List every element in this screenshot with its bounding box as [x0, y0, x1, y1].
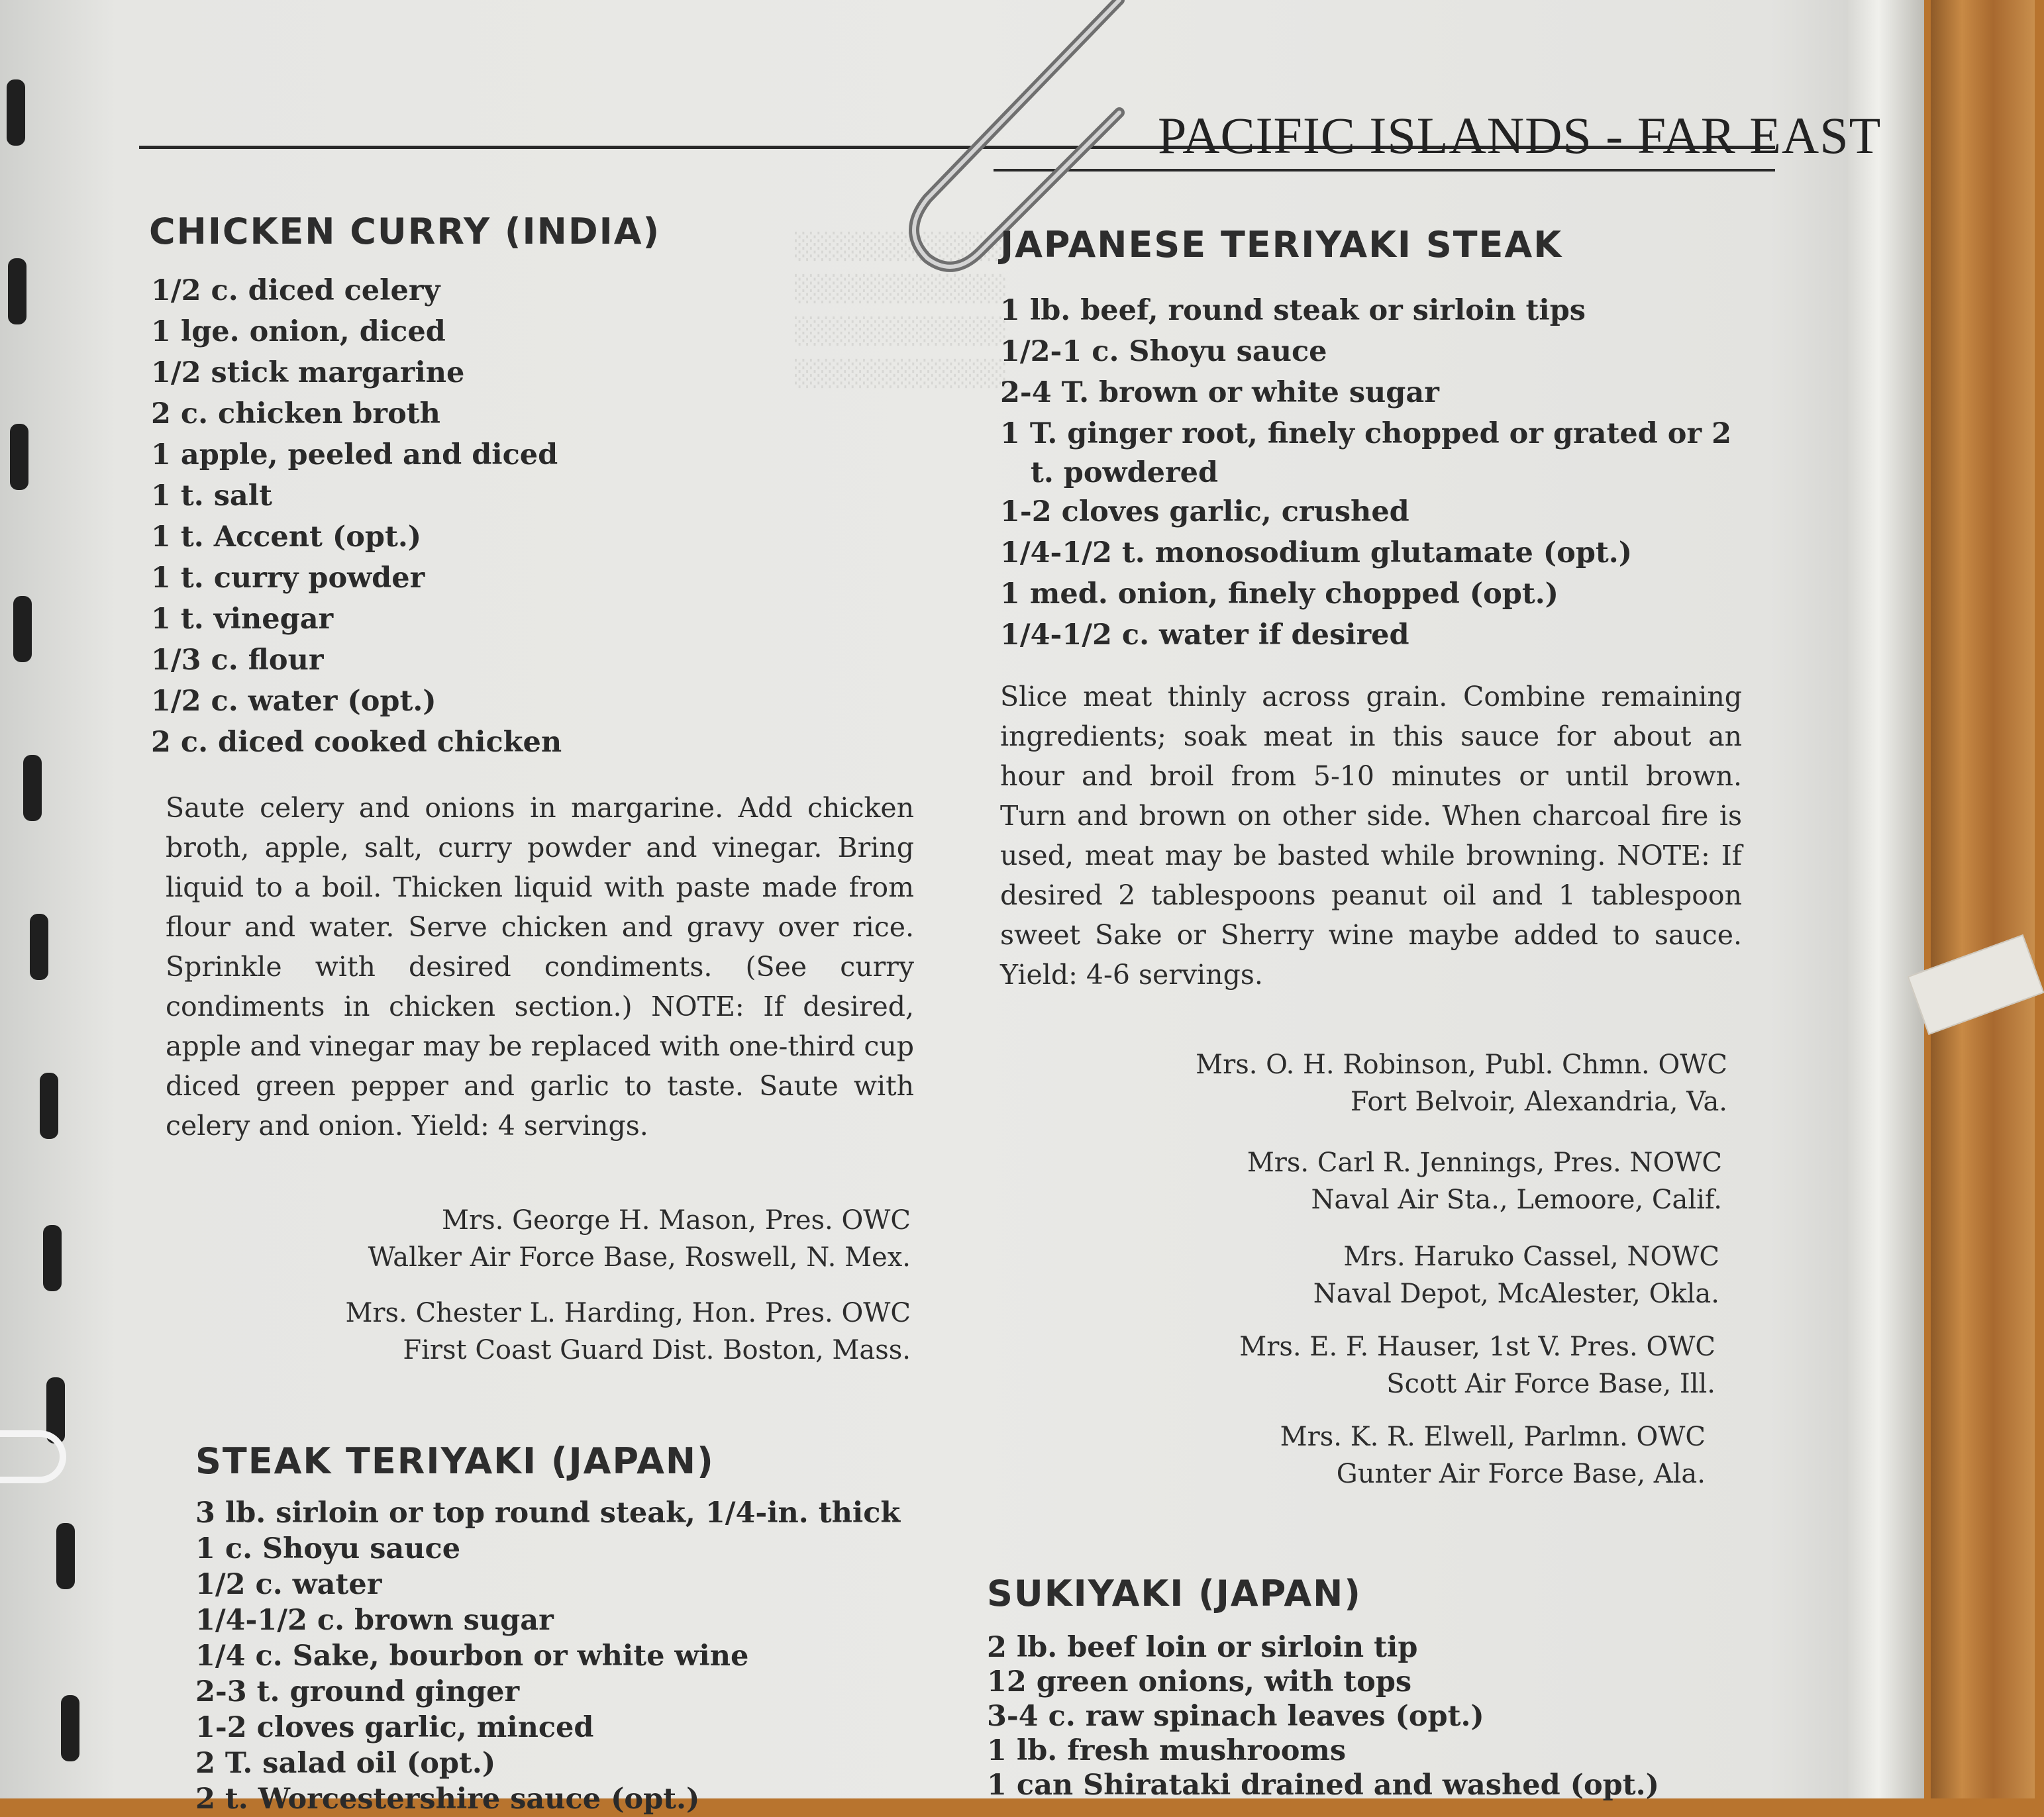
credit-location: Naval Air Sta., Lemoore, Calif. — [1311, 1185, 1722, 1215]
binding-hole — [30, 914, 48, 980]
ingredient: 1/2-1 c. Shoyu sauce — [1000, 335, 1327, 368]
ingredient: 1/4-1/2 c. water if desired — [1000, 618, 1409, 652]
binding-hole — [23, 755, 42, 821]
credit-name: Mrs. Haruko Cassel, NOWC — [1343, 1242, 1719, 1272]
ingredient: 2-3 t. ground ginger — [195, 1675, 520, 1708]
ingredient: 12 green onions, with tops — [987, 1665, 1412, 1698]
ingredient: 2 T. salad oil (opt.) — [195, 1747, 496, 1780]
credit-name: Mrs. Carl R. Jennings, Pres. NOWC — [1247, 1148, 1722, 1178]
credit-name: Mrs. Chester L. Harding, Hon. Pres. OWC — [345, 1298, 911, 1328]
binding-hole — [40, 1073, 58, 1139]
ingredient: 1/4-1/2 t. monosodium glutamate (opt.) — [1000, 536, 1633, 569]
ingredient: 1 lb. beef, round steak or sirloin tips — [1000, 294, 1586, 327]
ingredient: 1 med. onion, finely chopped (opt.) — [1000, 577, 1559, 611]
ingredient: 1 lge. onion, diced — [151, 315, 446, 348]
ingredient: 1/4-1/2 c. brown sugar — [195, 1604, 554, 1637]
recipe-title-chicken-curry: CHICKEN CURRY (INDIA) — [149, 211, 661, 252]
binding-hole — [13, 596, 32, 662]
ingredient: 2 c. diced cooked chicken — [151, 726, 562, 759]
bleed-through-text: ░░░░░░░░░░░░░░ ░░░░░░░░░░░░░░ ░░░░░░░░░░░░░░ ░░░░░░░░░░░░░░ — [795, 232, 1007, 388]
credit-location: Walker Air Force Base, Roswell, N. Mex. — [368, 1242, 911, 1273]
ingredient: 1 apple, peeled and diced — [151, 438, 558, 471]
ingredient-list-chicken-curry — [151, 270, 562, 763]
instructions-chicken-curry: Saute celery and onions in margarine. Add chicken broth, apple, salt, curry powder and vinegar. Bring liquid to a boil. Thicken liquid with paste made from flour and water. Serve chicken and gravy over rice. Sprinkle with desired condiments. (See curry condiments in chicken section.) NOTE: If desired, apple and vinegar may be replaced with one-third cup diced green pepper and garlic to taste. Saute with celery and onion. Yield: 4 servings. — [166, 792, 914, 1142]
binding-hole — [7, 79, 25, 146]
ingredient: 3 lb. sirloin or top round steak, 1/4-in. thick — [195, 1497, 901, 1530]
ingredient: 1/4 c. Sake, bourbon or white wine — [195, 1640, 749, 1673]
credit-location: First Coast Guard Dist. Boston, Mass. — [403, 1335, 911, 1365]
credit-name: Mrs. K. R. Elwell, Parlmn. OWC — [1280, 1422, 1706, 1452]
binding-hole — [8, 258, 26, 324]
ingredient: 1 t. salt — [151, 479, 272, 513]
ingredient: 2 t. Worcestershire sauce (opt.) — [195, 1783, 700, 1816]
ingredient: 1 lb. fresh mushrooms — [987, 1734, 1347, 1767]
ingredient: 1-2 cloves garlic, minced — [195, 1711, 594, 1744]
ingredient-list-steak-teriyaki — [195, 1495, 900, 1817]
credit-name: Mrs. O. H. Robinson, Publ. Chmn. OWC — [1196, 1050, 1727, 1080]
ingredient: 1 T. ginger root, finely chopped or grated or 2 — [1000, 417, 1732, 450]
ingredient-list-sukiyaki — [987, 1630, 1659, 1802]
credit — [1060, 1238, 1719, 1312]
ingredient: 1 c. Shoyu sauce — [195, 1532, 461, 1565]
credit — [252, 1295, 911, 1369]
ingredient: 1/2 c. water — [195, 1568, 382, 1601]
credit-location: Naval Depot, McAlester, Okla. — [1313, 1279, 1719, 1309]
ingredient: 3-4 c. raw spinach leaves (opt.) — [987, 1700, 1484, 1733]
ingredient-list-japanese-teriyaki — [1000, 290, 1731, 656]
instructions-japanese-teriyaki: Slice meat thinly across grain. Combine remaining ingredients; soak meat in this sauce for about an hour and broil from 5-10 minutes or until brown. Turn and brown on other side. When charcoal fire is used, meat may be basted while browning. NOTE: If desired 2 tablespoons peanut oil and 1 tablespoon sweet Sake or Sherry wine maybe added to sauce. Yield: 4-6 servings. — [1000, 681, 1742, 991]
ingredient: 1/2 stick margarine — [151, 356, 465, 389]
recipe-title-japanese-teriyaki: JAPANESE TERIYAKI STEAK — [1000, 224, 1563, 266]
ingredient: 1/2 c. water (opt.) — [151, 685, 436, 718]
credit-name: Mrs. E. F. Hauser, 1st V. Pres. OWC — [1239, 1332, 1715, 1362]
ingredient-continued: t. powdered — [1031, 456, 1219, 489]
spiral-binding — [0, 0, 79, 1798]
ingredient: 1/2 c. diced celery — [151, 274, 440, 307]
page-edge — [1848, 0, 1924, 1798]
ingredient: 1-2 cloves garlic, crushed — [1000, 495, 1409, 528]
binding-ring — [0, 1430, 66, 1483]
ingredient: 2 c. chicken broth — [151, 397, 440, 430]
credit — [1060, 1418, 1706, 1493]
ingredient: 1 t. vinegar — [151, 603, 334, 636]
wooden-edge — [1931, 0, 2035, 1798]
ingredient: 1 can Shirataki drained and washed (opt.) — [987, 1769, 1659, 1802]
credit-location: Gunter Air Force Base, Ala. — [1336, 1459, 1706, 1489]
credit — [1060, 1046, 1727, 1120]
binding-hole — [61, 1695, 79, 1761]
ingredient: 2-4 T. brown or white sugar — [1000, 376, 1439, 409]
section-title: PACIFIC ISLANDS - FAR EAST — [1158, 107, 1882, 164]
credit — [1060, 1328, 1715, 1402]
ingredient: 1 t. Accent (opt.) — [151, 520, 422, 554]
ingredient: 1 t. curry powder — [151, 562, 425, 595]
credit-location: Scott Air Force Base, Ill. — [1386, 1369, 1715, 1399]
binding-hole — [43, 1225, 62, 1291]
binding-hole — [10, 424, 28, 490]
binding-hole — [56, 1523, 75, 1589]
credit — [252, 1202, 911, 1276]
credit-name: Mrs. George H. Mason, Pres. OWC — [442, 1205, 911, 1236]
ingredient: 2 lb. beef loin or sirloin tip — [987, 1631, 1418, 1664]
credit-location: Fort Belvoir, Alexandria, Va. — [1350, 1087, 1727, 1117]
recipe-title-steak-teriyaki: STEAK TERIYAKI (JAPAN) — [195, 1440, 715, 1482]
ingredient: 1/3 c. flour — [151, 644, 324, 677]
credit — [1060, 1144, 1722, 1218]
recipe-title-sukiyaki: SUKIYAKI (JAPAN) — [987, 1573, 1362, 1614]
